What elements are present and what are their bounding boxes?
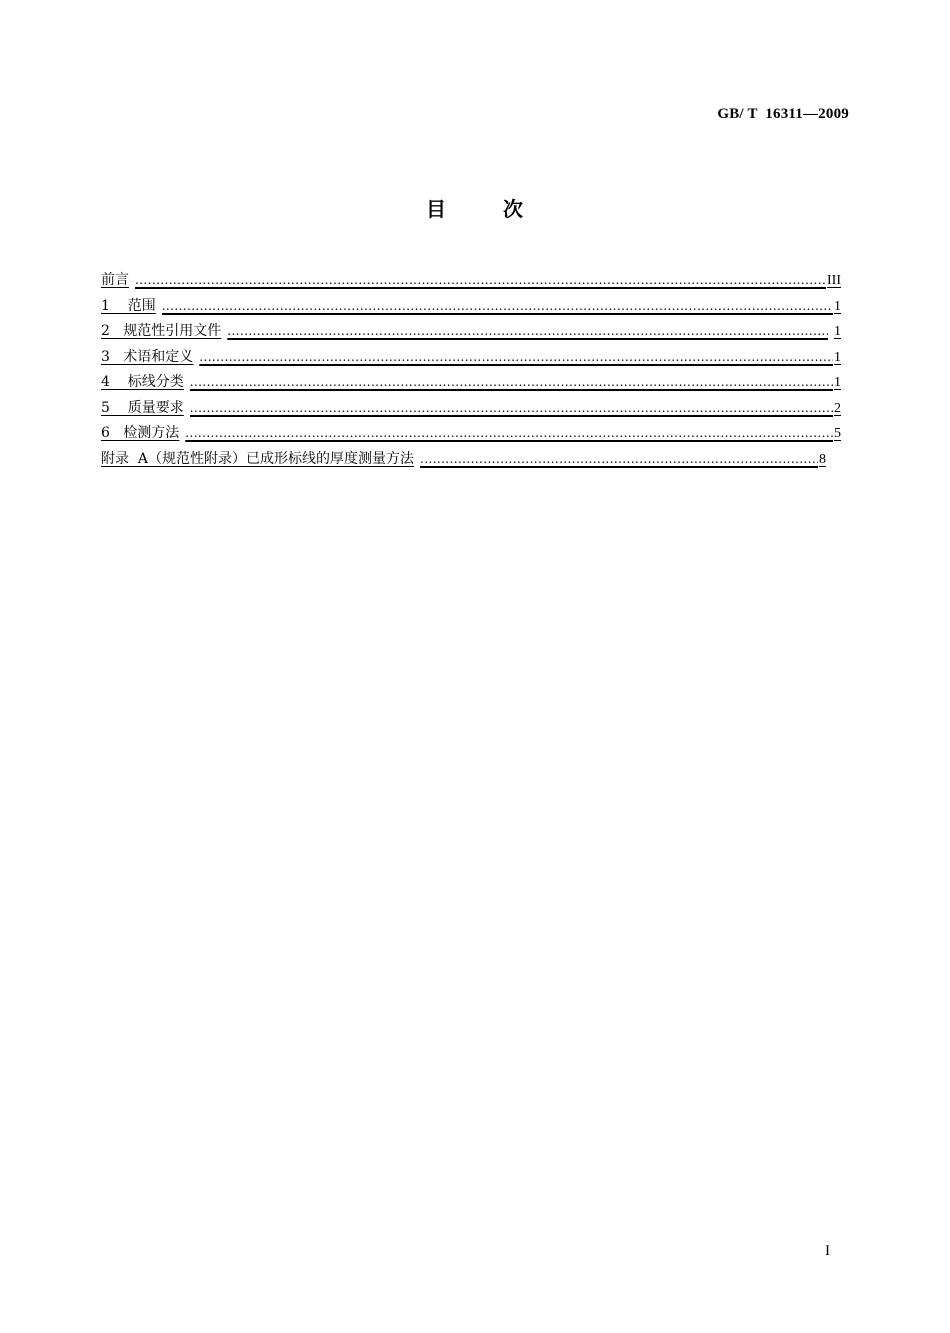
toc-entry-label: 2 规范性引用文件 [101, 323, 222, 339]
toc-title: 目 次 [426, 197, 524, 221]
toc-entry-label: 6 检测方法 [101, 425, 180, 441]
table-of-contents [101, 268, 841, 472]
toc-entry-annex-a[interactable] [101, 447, 826, 473]
toc-dot-leader [420, 447, 818, 473]
toc-entry-page: 2 [834, 400, 841, 416]
toc-dot-leader [185, 421, 833, 447]
toc-entry-page: 1 [834, 375, 841, 390]
toc-entry-page: 1 [834, 298, 841, 314]
toc-entry-marking-classification[interactable] [101, 370, 841, 396]
toc-entry-terms-definitions[interactable] [101, 345, 841, 371]
toc-dot-leader [162, 294, 833, 320]
toc-entry-label: 5 质量要求 [101, 399, 184, 416]
toc-dot-leader [199, 345, 833, 371]
toc-entry-normative-references[interactable] [101, 319, 841, 345]
toc-entry-label: 3 术语和定义 [101, 348, 194, 365]
toc-dot-leader [190, 396, 833, 422]
toc-entry-page: 1 [834, 324, 841, 339]
toc-entry-page: 1 [834, 349, 841, 365]
toc-entry-foreword[interactable] [101, 268, 841, 294]
toc-dot-leader [190, 370, 833, 396]
page-number: I [825, 1243, 830, 1259]
toc-dot-leader [135, 268, 826, 294]
toc-entry-quality-requirements[interactable] [101, 396, 841, 422]
toc-entry-test-methods[interactable] [101, 421, 841, 447]
toc-entry-label: 1 范围 [101, 297, 156, 314]
toc-entry-label: 4 标线分类 [101, 374, 184, 390]
toc-entry-label: 前言 [101, 272, 129, 288]
toc-entry-page: 8 [819, 451, 826, 467]
toc-entry-scope[interactable] [101, 294, 841, 320]
toc-entry-page: 5 [834, 426, 841, 441]
toc-entry-label: 附录 A（规范性附录）已成形标线的厚度测量方法 [101, 450, 415, 467]
toc-dot-leader [227, 319, 828, 345]
toc-entry-page: III [827, 273, 841, 288]
standard-number: GB/ T 16311—2009 [717, 106, 849, 122]
